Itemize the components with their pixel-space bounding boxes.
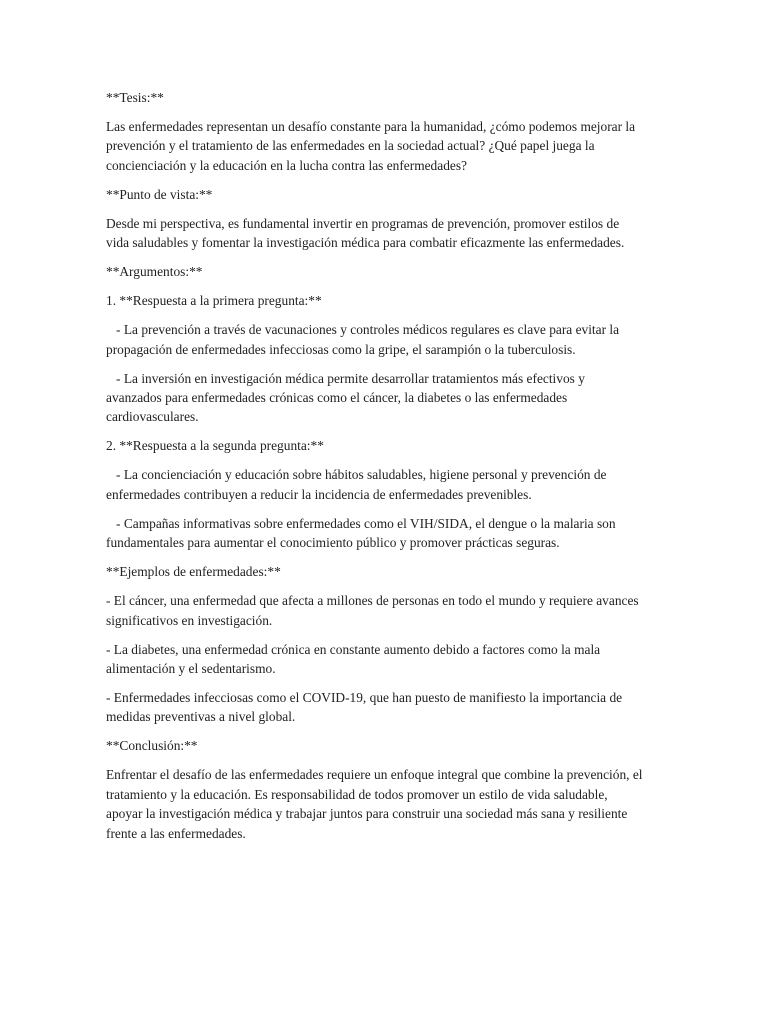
list-item: - La diabetes, una enfermedad crónica en constante aumento debido a factores como la mala alimentación y el sedentarismo.	[106, 641, 601, 677]
heading-conclusion: **Conclusión:**	[106, 738, 198, 754]
list-item: - La inversión en investigación médica permite desarrollar tratamientos más efectivos y avanzados para enfermedades crónicas como el cáncer, la diabetes o las enfermedades cardiovasculares.	[106, 370, 585, 425]
heading-ejemplos: **Ejemplos de enfermedades:**	[106, 564, 281, 580]
list-item: - El cáncer, una enfermedad que afecta a millones de personas en todo el mundo y requiere avances significativos en investigación.	[106, 593, 639, 628]
document-body	[106, 88, 666, 853]
list-item: - Campañas informativas sobre enfermedades como el VIH/SIDA, el dengue o la malaria son fundamentales para aumentar el conocimiento público y promover prácticas seguras.	[106, 515, 616, 551]
subheading-primera-pregunta: 1. **Respuesta a la primera pregunta:**	[106, 293, 322, 309]
list-item: - La prevención a través de vacunaciones y controles médicos regulares es clave para evitar la propagación de enfermedades infecciosas como la gripe, el sarampión o la tuberculosis.	[106, 322, 620, 357]
paragraph-tesis: Las enfermedades representan un desafío constante para la humanidad, ¿cómo podemos mejorar la prevención y el tratamiento de las enfermedades en la sociedad actual? ¿Qué papel juega la concienciación y la educación en la lucha contra las enfermedades?	[106, 119, 636, 173]
heading-argumentos: **Argumentos:**	[106, 264, 203, 280]
paragraph-conclusion: Enfrentar el desafío de las enfermedades requiere un enfoque integral que combine la prevención, el tratamiento y la educación. Es responsabilidad de todos promover un estilo de vida saludable, apoyar la investigación médica y trabajar juntos para construir una sociedad más sana y resiliente frente a las enfermedades.	[106, 767, 643, 841]
list-item: - La concienciación y educación sobre hábitos saludables, higiene personal y prevención de enfermedades contribuyen a reducir la incidencia de enfermedades prevenibles.	[106, 467, 607, 502]
subheading-segunda-pregunta: 2. **Respuesta a la segunda pregunta:**	[106, 438, 324, 454]
heading-punto-de-vista: **Punto de vista:**	[106, 186, 213, 202]
heading-tesis: **Tesis:**	[106, 90, 164, 105]
list-item: - Enfermedades infecciosas como el COVID-19, que han puesto de manifiesto la importancia de medidas preventivas a nivel global.	[106, 690, 623, 725]
paragraph-punto-de-vista: Desde mi perspectiva, es fundamental invertir en programas de prevención, promover estilos de vida saludables y fomentar la investigación médica para combatir eficazmente las enfermedades.	[106, 215, 625, 251]
